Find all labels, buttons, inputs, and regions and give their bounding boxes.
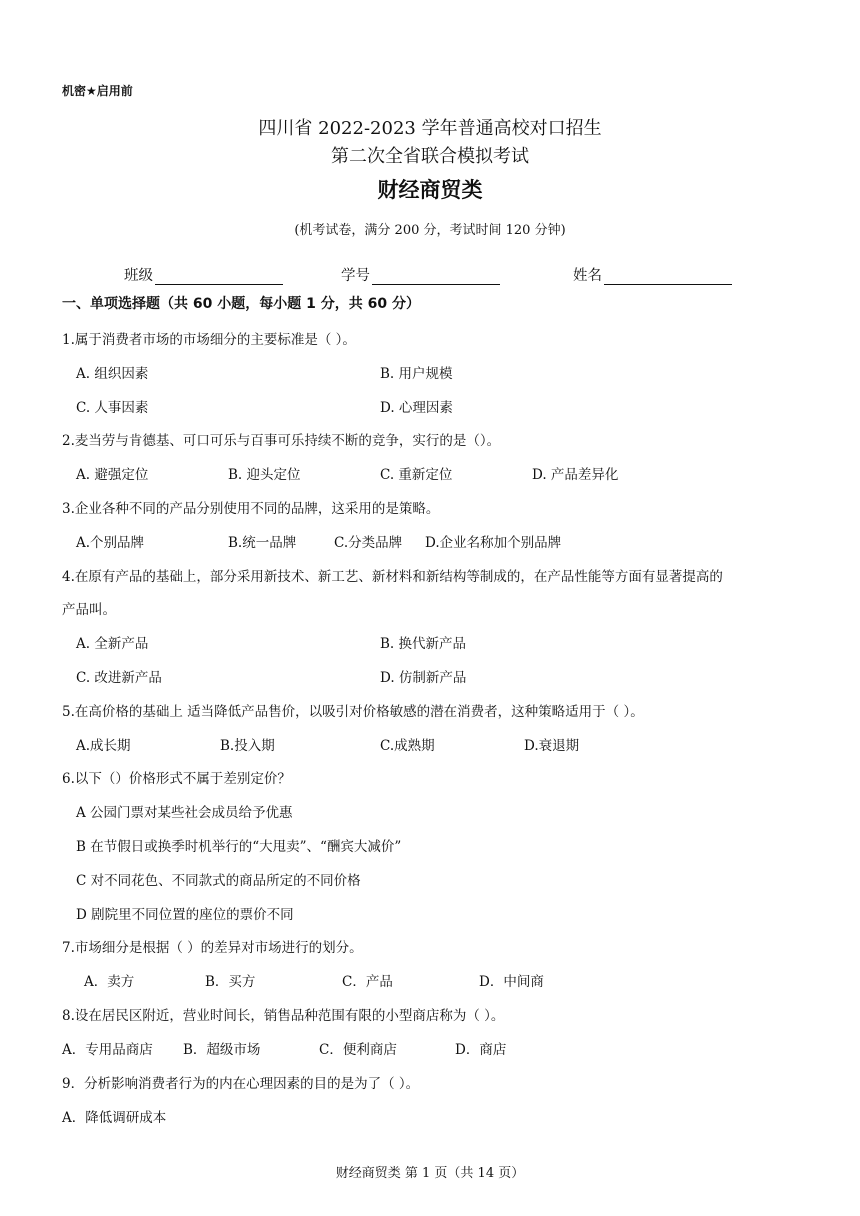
question-5-option-a: A.成长期 [76,738,131,754]
question-1-option-d: D. 心理因素 [380,400,453,416]
question-6-option-b: B 在节假日或换季时机举行的“大甩卖”、“酬宾大减价” [76,839,402,855]
question-2-option-b: B. 迎头定位 [228,467,301,483]
question-6-option-a: A 公园门票对某些社会成员给予优惠 [76,805,293,821]
question-5-option-b: B.投入期 [220,738,275,754]
question-2-option-c: C. 重新定位 [380,467,453,483]
question-6-option-d: D 剧院里不同位置的座位的票价不同 [76,907,294,923]
question-8-stem: 8.设在居民区附近，营业时间长，销售品种范围有限的小型商店称为（ ）。 [62,1008,505,1024]
question-7-stem: 7.市场细分是根据（ ）的差异对市场进行的划分。 [62,940,363,956]
class-field [124,264,283,285]
exam-title-line2: 第二次全省联合模拟考试 [331,146,529,167]
question-3-option-a: A.个别品牌 [76,535,145,551]
question-3-option-b: B.统一品牌 [228,535,297,551]
question-4-stem: 4.在原有产品的基础上，部分采用新技术、新工艺、新材料和新结构等制成的，在产品性能等方面有显著提高的 [62,569,723,585]
section-title: 一、单项选择题（共 60 小题，每小题 1 分，共 60 分） [62,296,420,312]
question-8-option-c: C．便利商店 [319,1042,397,1058]
question-4-option-d: D. 仿制新产品 [380,670,467,686]
question-3-option-d: D.企业名称加个别品牌 [425,535,562,551]
question-1-option-a: A. 组织因素 [76,366,149,382]
name-blank [604,270,732,285]
question-3-stem: 3.企业各种不同的产品分别使用不同的品牌，这采用的是策略。 [62,501,440,517]
question-2-stem: 2.麦当劳与肯德基、可口可乐与百事可乐持续不断的竞争，实行的是（）。 [62,433,501,449]
exam-title-line1: 四川省 2022-2023 学年普通高校对口招生 [258,118,602,139]
question-7-option-a: A．卖方 [84,974,135,990]
question-8-option-d: D．商店 [455,1042,507,1058]
exam-info: (机考试卷，满分 200 分，考试时间 120 分钟) [294,223,566,238]
name-label: 姓名 [573,268,602,284]
question-5-option-d: D.衰退期 [524,738,580,754]
question-5-stem: 5.在高价格的基础上 适当降低产品售价，以吸引对价格敏感的潜在消费者，这种策略适用于（ ）。 [62,704,644,720]
student-id-label: 学号 [341,268,370,284]
question-3-option-c: C.分类品牌 [334,535,403,551]
name-field [573,264,732,285]
question-5-option-c: C.成熟期 [380,738,435,754]
question-7-option-d: D．中间商 [479,974,544,990]
class-label: 班级 [124,268,153,284]
question-4-option-b: B. 换代新产品 [380,636,467,652]
page-footer: 财经商贸类 第 1 页（共 14 页） [335,1166,525,1181]
question-6-stem: 6.以下（）价格形式不属于差别定价？ [62,771,291,787]
question-1-stem: 1.属于消费者市场的市场细分的主要标准是（ ）。 [62,332,356,348]
confidential-mark: 机密★启用前 [62,84,133,98]
question-2-option-d: D. 产品差异化 [532,467,619,483]
question-8-option-a: A．专用品商店 [62,1042,153,1058]
question-7-option-c: C．产品 [342,974,393,990]
question-1-option-b: B. 用户规模 [380,366,453,382]
question-1-option-c: C. 人事因素 [76,400,149,416]
exam-subject-title: 财经商贸类 [377,178,483,202]
question-2-option-a: A. 避强定位 [76,467,149,483]
question-9-stem: 9．分析影响消费者行为的内在心理因素的目的是为了（ ）。 [62,1076,420,1092]
student-id-field [341,264,500,285]
question-9-option-a: A．降低调研成本 [62,1110,167,1126]
question-8-option-b: B．超级市场 [183,1042,261,1058]
question-7-option-b: B．买方 [205,974,256,990]
class-blank [155,270,283,285]
question-4-option-a: A. 全新产品 [76,636,149,652]
student-id-blank [372,270,500,285]
question-6-option-c: C 对不同花色、不同款式的商品所定的不同价格 [76,873,361,889]
question-4-stem-continued: 产品叫。 [62,602,116,618]
question-4-option-c: C. 改进新产品 [76,670,162,686]
